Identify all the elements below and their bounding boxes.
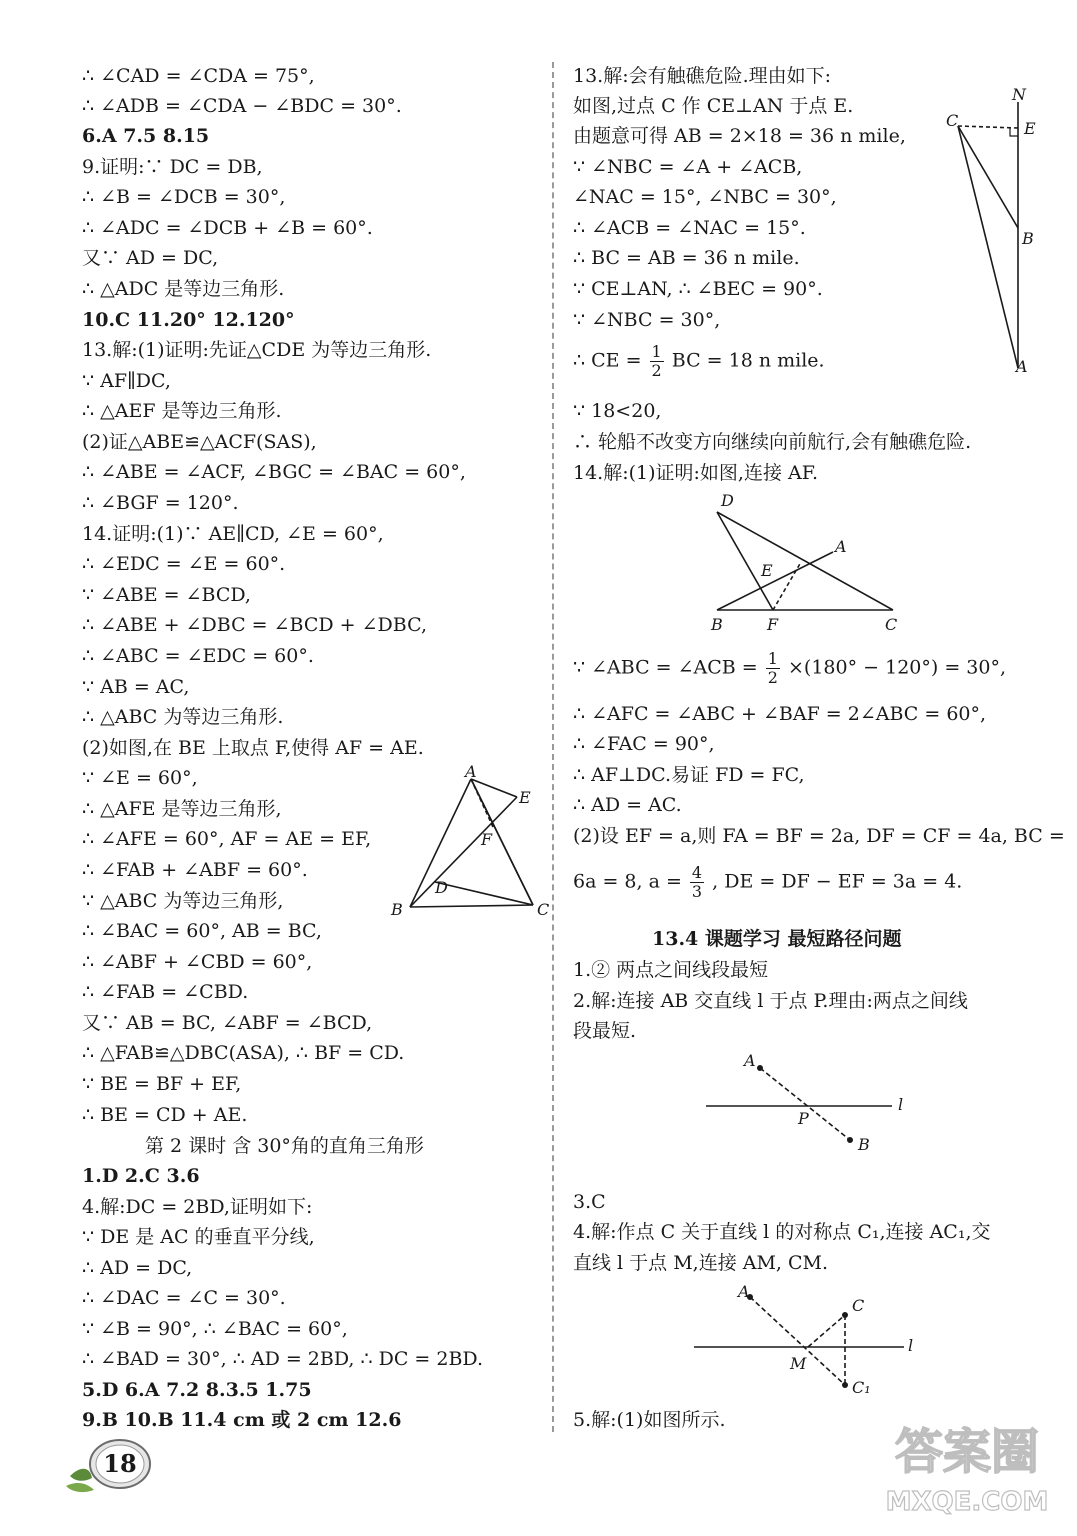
text-line: ∴ BC = AB = 36 n mile.	[573, 247, 800, 269]
figure-14	[705, 490, 905, 635]
leaf-icon	[66, 1483, 94, 1492]
text-line: ∴ △ABC 为等边三角形.	[82, 706, 284, 728]
text-line: (2)设 EF = a,则 FA = BF = 2a, DF = CF = 4a, BC =	[573, 825, 1065, 847]
page-number: 18	[103, 1449, 137, 1478]
fig-label: C₁	[852, 1378, 871, 1397]
fraction-num: 4	[691, 863, 703, 882]
column-divider	[552, 62, 554, 1432]
text-line: ∴ ∠AFE = 60°, AF = AE = EF,	[82, 828, 372, 850]
fig-label: E	[761, 561, 773, 580]
text-line: ∴ ∠ADC = ∠DCB + ∠B = 60°.	[82, 217, 373, 239]
fraction-half	[650, 343, 664, 380]
text-line	[573, 864, 962, 901]
text-line: ∵ ∠NBC = ∠A + ∠ACB,	[573, 156, 803, 178]
text-line: ∵ DE 是 AC 的垂直平分线,	[82, 1226, 315, 1248]
figure-ship	[940, 88, 1040, 378]
fig-label: D	[435, 878, 448, 897]
fig-label: C	[946, 111, 959, 130]
fig-label: C	[885, 615, 898, 634]
fig-label: A	[835, 537, 847, 556]
fig-label: A	[465, 765, 477, 781]
watermark-logo	[877, 1406, 1057, 1526]
fraction-den: 2	[767, 668, 778, 687]
text-span: ∵ ∠ABC = ∠ACB =	[573, 656, 758, 679]
text-line: ∴ ∠FAC = 90°,	[573, 733, 715, 755]
text-line: ∴ △AEF 是等边三角形.	[82, 400, 282, 422]
fig-label: E	[519, 788, 531, 807]
text-line: ∴ 轮船不改变方向继续向前航行,会有触礁危险.	[573, 431, 972, 453]
text-line: ∴ ∠BAD = 30°, ∴ AD = 2BD, ∴ DC = 2BD.	[82, 1348, 484, 1370]
text-line: ∴ ∠FAB + ∠ABF = 60°.	[82, 859, 308, 881]
text-line: ∴ BE = CD + AE.	[82, 1104, 248, 1126]
text-line: ∴ ∠B = ∠DCB = 30°,	[82, 186, 286, 208]
text-span: ∴ CE =	[573, 349, 642, 372]
fraction-half	[766, 650, 780, 687]
text-line: 又∵ AD = DC,	[82, 247, 219, 269]
text-line: ∵ ∠E = 60°,	[82, 767, 198, 789]
text-line: ∴ ∠AFC = ∠ABC + ∠BAF = 2∠ABC = 60°,	[573, 703, 987, 725]
text-line: 如图,过点 C 作 CE⊥AN 于点 E.	[573, 95, 854, 117]
text-line: ∴ ∠CAD = ∠CDA = 75°,	[82, 65, 315, 87]
fig-label: M	[790, 1354, 807, 1373]
answer-line: 6.A 7.5 8.15	[82, 125, 210, 147]
fraction-num: 1	[767, 649, 778, 668]
text-line: ∵ 18<20,	[573, 400, 662, 422]
text-line: ∵ ∠NBC = 30°,	[573, 309, 721, 331]
text-line: ∴ AD = DC,	[82, 1257, 193, 1279]
text-span: BC = 18 n mile.	[671, 349, 825, 372]
text-line: ∴ ∠ACB = ∠NAC = 15°.	[573, 217, 806, 239]
text-line: ∴ ∠FAB = ∠CBD.	[82, 981, 249, 1003]
text-line: ∴ △AFE 是等边三角形,	[82, 798, 282, 820]
text-line: 2.解:连接 AB 交直线 l 于点 P.理由:两点之间线	[573, 990, 968, 1012]
text-line: ∴ △FAB≌△DBC(ASA), ∴ BF = CD.	[82, 1042, 405, 1064]
fig-label: E	[1024, 119, 1036, 138]
text-line: ∴ ∠ABF + ∠CBD = 60°,	[82, 951, 313, 973]
text-line: 5.解:(1)如图所示.	[573, 1409, 726, 1431]
text-line: 14.证明:(1)∵ AE∥CD, ∠E = 60°,	[82, 523, 384, 545]
answer-line: 10.C 11.20° 12.120°	[82, 309, 295, 331]
text-line: 4.解:作点 C 关于直线 l 的对称点 C₁,连接 AC₁,交	[573, 1221, 991, 1243]
text-line: ∵ ∠B = 90°, ∴ ∠BAC = 60°,	[82, 1318, 348, 1340]
answer-line: 1.D 2.C 3.6	[82, 1165, 200, 1187]
fig-label: C	[852, 1296, 865, 1315]
text-line: 段最短.	[573, 1020, 637, 1042]
fig-label: D	[721, 491, 734, 510]
fig-label: B	[1022, 229, 1034, 248]
text-line: ∵ AB = AC,	[82, 676, 190, 698]
watermark-url: MXQE.COM	[885, 1487, 1049, 1517]
fig-label: B	[391, 900, 403, 919]
text-line: 3.C	[573, 1191, 606, 1213]
text-line: ∴ ∠ABE = ∠ACF, ∠BGC = ∠BAC = 60°,	[82, 461, 466, 483]
text-line: ∴ AD = AC.	[573, 794, 682, 816]
answer-line: 5.D 6.A 7.2 8.3.5 1.75	[82, 1379, 312, 1401]
fig-label: B	[711, 615, 723, 634]
text-span: , DE = DF − EF = 3a = 4.	[712, 870, 963, 893]
fig-label: F	[767, 615, 779, 634]
fig-label: l	[908, 1336, 914, 1355]
page-number-badge	[60, 1436, 160, 1496]
leaf-icon	[70, 1469, 92, 1481]
text-line: ∴ ∠EDC = ∠E = 60°.	[82, 553, 286, 575]
lesson-title: 第 2 课时 含 30°角的直角三角形	[145, 1135, 424, 1157]
text-line: ∴ ∠BAC = 60°, AB = BC,	[82, 920, 322, 942]
text-line: ∴ ∠ABE + ∠DBC = ∠BCD + ∠DBC,	[82, 614, 427, 636]
fig-label: l	[898, 1095, 904, 1114]
text-line: (2)如图,在 BE 上取点 F,使得 AF = AE.	[82, 737, 424, 759]
text-line: ∵ BE = BF + EF,	[82, 1073, 242, 1095]
fraction-den: 3	[691, 882, 703, 901]
fig-label: C	[537, 900, 550, 919]
text-line: 由题意可得 AB = 2×18 = 36 n mile,	[573, 125, 906, 147]
text-line: 又∵ AB = BC, ∠ABF = ∠BCD,	[82, 1012, 373, 1034]
text-line	[573, 650, 1006, 687]
text-span: 6a = 8, a =	[573, 870, 682, 893]
text-line: ∴ AF⊥DC.易证 FD = FC,	[573, 764, 805, 786]
fig-label: A	[1016, 357, 1028, 376]
text-line: 14.解:(1)证明:如图,连接 AF.	[573, 462, 818, 484]
text-line: 13.解:(1)证明:先证△CDE 为等边三角形.	[82, 339, 432, 361]
text-line: ∵ △ABC 为等边三角形,	[82, 890, 284, 912]
text-line: ∴ ∠BGF = 120°.	[82, 492, 239, 514]
text-span: ×(180° − 120°) = 30°,	[788, 656, 1007, 679]
text-line: ∠NAC = 15°, ∠NBC = 30°,	[573, 186, 837, 208]
text-line: 9.证明:∵ DC = DB,	[82, 156, 263, 178]
text-line	[573, 343, 825, 380]
text-line: ∴ △ADC 是等边三角形.	[82, 278, 285, 300]
answer-line: 9.B 10.B 11.4 cm 或 2 cm 12.6	[82, 1409, 402, 1431]
fraction-four-thirds	[690, 864, 704, 901]
text-line: 1.② 两点之间线段最短	[573, 959, 769, 981]
figure-equilateral	[385, 765, 560, 925]
text-line: ∴ ∠ADB = ∠CDA − ∠BDC = 30°.	[82, 95, 402, 117]
text-line: 4.解:DC = 2BD,证明如下:	[82, 1196, 313, 1218]
fig-label: P	[798, 1109, 809, 1128]
fig-label: N	[1012, 88, 1026, 104]
fig-label: B	[858, 1135, 870, 1154]
text-line: ∵ AF∥DC,	[82, 370, 171, 392]
figure-shortest-acm	[690, 1283, 920, 1398]
figure-shortest-ab	[700, 1050, 915, 1160]
text-line: 直线 l 于点 M,连接 AM, CM.	[573, 1252, 829, 1274]
fraction-den: 2	[651, 361, 662, 380]
text-line: ∴ ∠DAC = ∠C = 30°.	[82, 1287, 286, 1309]
fig-label: F	[481, 830, 493, 849]
text-line: ∵ ∠ABE = ∠BCD,	[82, 584, 251, 606]
section-title: 13.4 课题学习 最短路径问题	[652, 928, 902, 950]
text-line: (2)证△ABE≌△ACF(SAS),	[82, 431, 317, 453]
fig-label: A	[744, 1051, 756, 1070]
fig-label: A	[738, 1283, 750, 1301]
watermark-text: 答案圈	[894, 1424, 1040, 1480]
text-line: 13.解:会有触礁危险.理由如下:	[573, 65, 832, 87]
fraction-num: 1	[651, 342, 662, 361]
text-line: ∴ ∠ABC = ∠EDC = 60°.	[82, 645, 314, 667]
text-line: ∵ CE⊥AN, ∴ ∠BEC = 90°.	[573, 278, 823, 300]
